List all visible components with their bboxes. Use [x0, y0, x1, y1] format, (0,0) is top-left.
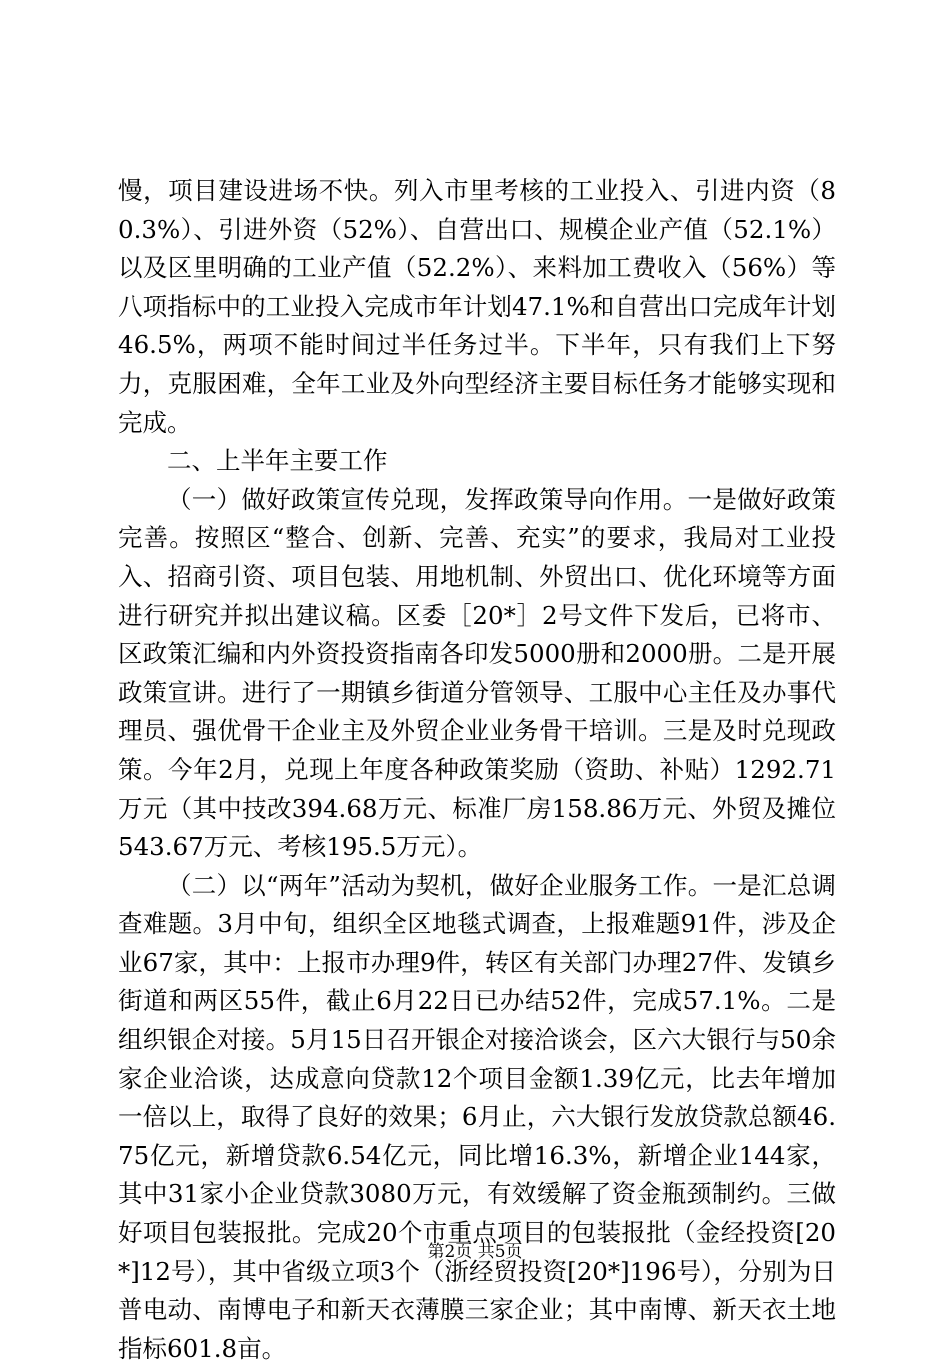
- paragraph-continuation: 慢，项目建设进场不快。列入市里考核的工业投入、引进内资（80.3%）、引进外资（52%）、自营出口、规模企业产值（52.1%）以及区里明确的工业产值（52.2%）、来料加工费收入（56%）等八项指标中的工业投入完成市年计划47.1%和自营出口完成年计划46.5%，两项不能时间过半任务过半。下半年，只有我们上下努力，克服困难，全年工业及外向型经济主要目标任务才能够实现和完成。: [118, 176, 836, 437]
- page-footer: 第2页 共5页: [427, 1242, 523, 1262]
- section-heading: 二、上半年主要工作: [167, 446, 388, 476]
- paragraph-policy: （一）做好政策宣传兑现，发挥政策导向作用。一是做好政策完善。按照区“整合、创新、完善、充实”的要求，我局对工业投入、招商引资、项目包装、用地机制、外贸出口、优化环境等方面进行研究并拟出建议稿。区委［20*］2号文件下发后，已将市、区政策汇编和内外资投资指南各印发5000册和2000册。二是开展政策宣讲。进行了一期镇乡街道分管领导、工服中心主任及办事代理员、强优骨干企业主及外贸企业业务骨干培训。三是及时兑现政策。今年2月，兑现上年度各种政策奖励（资助、补贴）1292.71万元（其中技改394.68万元、标准厂房158.86万元、外贸及摊位543.67万元、考核195.5万元）。: [118, 484, 836, 862]
- paragraph-enterprise-service: （二）以“两年”活动为契机，做好企业服务工作。一是汇总调查难题。3月中旬，组织全区地毯式调查，上报难题91件，涉及企业67家，其中：上报市办理9件，转区有关部门办理27件、发镇乡街道和两区55件，截止6月22日已办结52件，完成57.1%。二是组织银企对接。5月15日召开银企对接洽谈会，区六大银行与50余家企业洽谈，达成意向贷款12个项目金额1.39亿元，比去年增加一倍以上，取得了良好的效果；6月止，六大银行发放贷款总额46.75亿元，新增贷款6.54亿元，同比增16.3%，新增企业144家，其中31家小企业贷款3080万元，有效缓解了资金瓶颈制约。三做好项目包装报批。完成20个市重点项目的包装报批（金经投资[20*]12号），其中省级立项3个（浙经贸投资[20*]196号），分别为日普电动、南博电子和新天衣薄膜三家企业；其中南博、新天衣土地指标601.8亩。: [118, 870, 836, 1363]
- document-body: [118, 172, 836, 1368]
